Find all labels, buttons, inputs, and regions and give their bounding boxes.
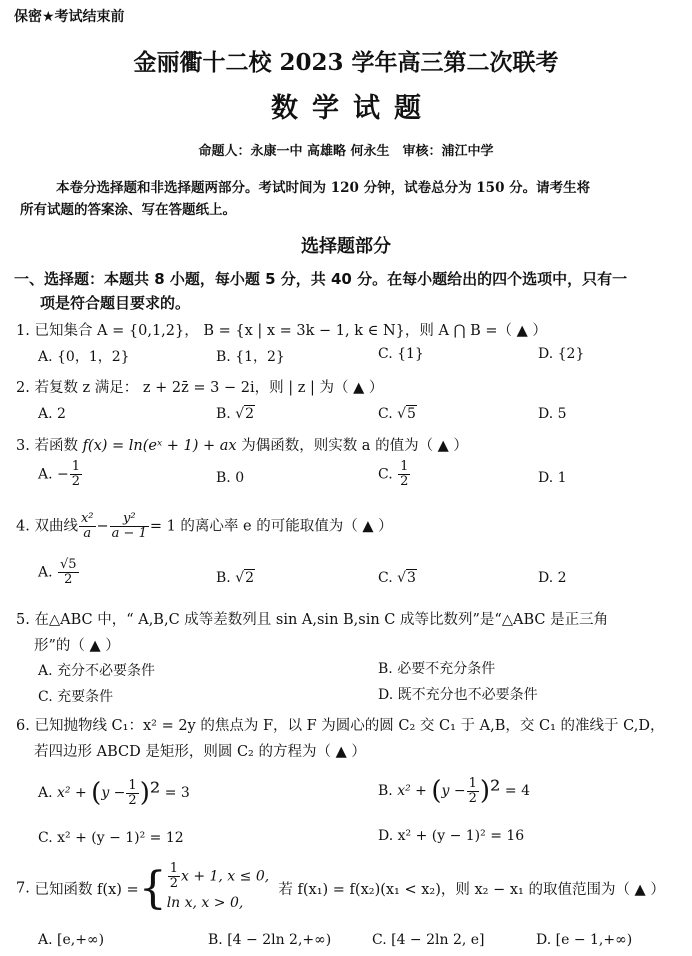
q5-option-d: D. 既不充分也不必要条件 bbox=[378, 687, 538, 703]
q5-option-c: C. 充要条件 bbox=[38, 689, 114, 705]
question-number: 3. bbox=[16, 438, 30, 454]
q2-option-b: B. √2 bbox=[216, 406, 255, 422]
q5-option-b: B. 必要不充分条件 bbox=[378, 661, 496, 677]
q1-option-a: A. {0，1，2} bbox=[38, 349, 130, 365]
q4-option-b: B. √2 bbox=[216, 570, 255, 586]
q7-option-a: A. [e,+∞) bbox=[38, 932, 105, 948]
q3-option-d: D. 1 bbox=[538, 470, 567, 486]
q1-option-d: D. {2} bbox=[538, 346, 585, 362]
authors-line: 命题人：永康一中 高雄略 何永生 审核：浦江中学 bbox=[198, 144, 494, 159]
q3-option-a: A. − $\frac{1}{2}$ bbox=[38, 459, 81, 489]
section-title: 选择题部分 bbox=[301, 236, 391, 257]
question-number: 2. bbox=[16, 380, 30, 396]
q4-option-a: A. $\frac{√5}{2}$ bbox=[38, 557, 77, 587]
question-1 bbox=[16, 319, 547, 340]
function-expression: f(x) = ln(eˣ + 1) + ax bbox=[82, 438, 237, 454]
question-number: 4. bbox=[16, 518, 30, 535]
question-number: 6. bbox=[16, 718, 30, 734]
q3-option-b: B. 0 bbox=[216, 470, 245, 486]
question-5: 5. 在△ABC 中，“ A,B,C 成等差数列且 sin A,sin B,sin C 成等比数列”是“△ABC 是正三角 bbox=[16, 612, 609, 628]
question-3: 3. 若函数 f(x) = ln(eˣ + 1) + ax 为偶函数，则实数 a 的值为（ ▲ ） bbox=[16, 438, 468, 454]
q2-option-a: A. 2 bbox=[38, 406, 66, 422]
subject-title: 数学试题 bbox=[271, 93, 435, 124]
question-6: 6. 已知抛物线 C₁：x² = 2y 的焦点为 F，以 F 为圆心的圆 C₂ 交 C₁ 于 A,B，交 C₁ 的准线于 C,D， bbox=[16, 718, 665, 734]
question-text: 若复数 z 满足： z + 2z̄ = 3 − 2i，则 | z | 为（ ▲ ） bbox=[34, 380, 384, 396]
question-number: 1. bbox=[16, 323, 30, 339]
q1-option-c: C. {1} bbox=[378, 346, 424, 362]
q3-option-c: C. $\frac{1}{2}$ bbox=[378, 459, 409, 489]
q7-option-c: C. [4 − 2ln 2, e] bbox=[372, 932, 485, 948]
instructions-line-1: 一、选择题：本题共 8 小题，每小题 5 分，共 40 分。在每小题给出的四个选项中，只有一 bbox=[14, 270, 628, 288]
question-4: 4. 双曲线 $\frac{\text{x²}}{a}$ − $\frac{\text{y²}}{a - 1}$ = 1 的离心率 e 的可能取值为（ ▲ ） bbox=[16, 511, 393, 541]
q7-option-d: D. [e − 1,+∞) bbox=[536, 932, 633, 948]
question-7: 7. 已知函数 f(x) ={ $\frac{1}{2}$ x + 1, x ≤ 0, ln x, x > 0, 若 f(x₁) = f(x₂)(x₁ < x₂)，则 x₂ − x₁ 的取值范围为（ ▲ ） bbox=[16, 861, 665, 914]
q6-option-c: C. x² + (y − 1)² = 12 bbox=[38, 830, 184, 846]
q4-option-c: C. √3 bbox=[378, 570, 416, 586]
q2-option-d: D. 5 bbox=[538, 406, 567, 422]
q4-option-d: D. 2 bbox=[538, 570, 567, 586]
confidential-mark: 保密★考试结束前 bbox=[14, 9, 125, 25]
q6-option-d: D. x² + (y − 1)² = 16 bbox=[378, 828, 525, 844]
question-6-line-2: 若四边形 ABCD 是矩形，则圆 C₂ 的方程为（ ▲ ） bbox=[34, 744, 366, 760]
question-number: 5. bbox=[16, 612, 30, 628]
instructions-line-2: 项是符合题目要求的。 bbox=[40, 294, 191, 312]
exam-title: 金丽衢十二校 2023 学年高三第二次联考 bbox=[133, 49, 559, 76]
q2-option-c: C. √5 bbox=[378, 406, 416, 422]
q6-option-a: A. x² + (y − $\frac{1}{2}$ )² = 3 bbox=[38, 777, 190, 808]
question-text: 已知集合 A = {0,1,2}， B = {x | x = 3k − 1, k ∈ N}，则 A ⋂ B =（ ▲ ） bbox=[34, 323, 547, 339]
q7-option-b: B. [4 − 2ln 2,+∞) bbox=[208, 932, 332, 948]
question-2 bbox=[16, 376, 383, 397]
question-5-line-2: 形”的（ ▲ ） bbox=[34, 638, 120, 654]
intro-line-1: 本卷分选择题和非选择题两部分。考试时间为 120 分钟，试卷总分为 150 分。请考生将 bbox=[56, 180, 591, 196]
question-number: 7. bbox=[16, 880, 30, 897]
q5-option-a: A. 充分不必要条件 bbox=[38, 663, 156, 679]
q1-option-b: B. {1，2} bbox=[216, 349, 285, 365]
intro-line-2: 所有试题的答案涂、写在答题纸上。 bbox=[20, 202, 236, 218]
q6-option-b: B. x² + (y − $\frac{1}{2}$ )² = 4 bbox=[378, 775, 530, 806]
